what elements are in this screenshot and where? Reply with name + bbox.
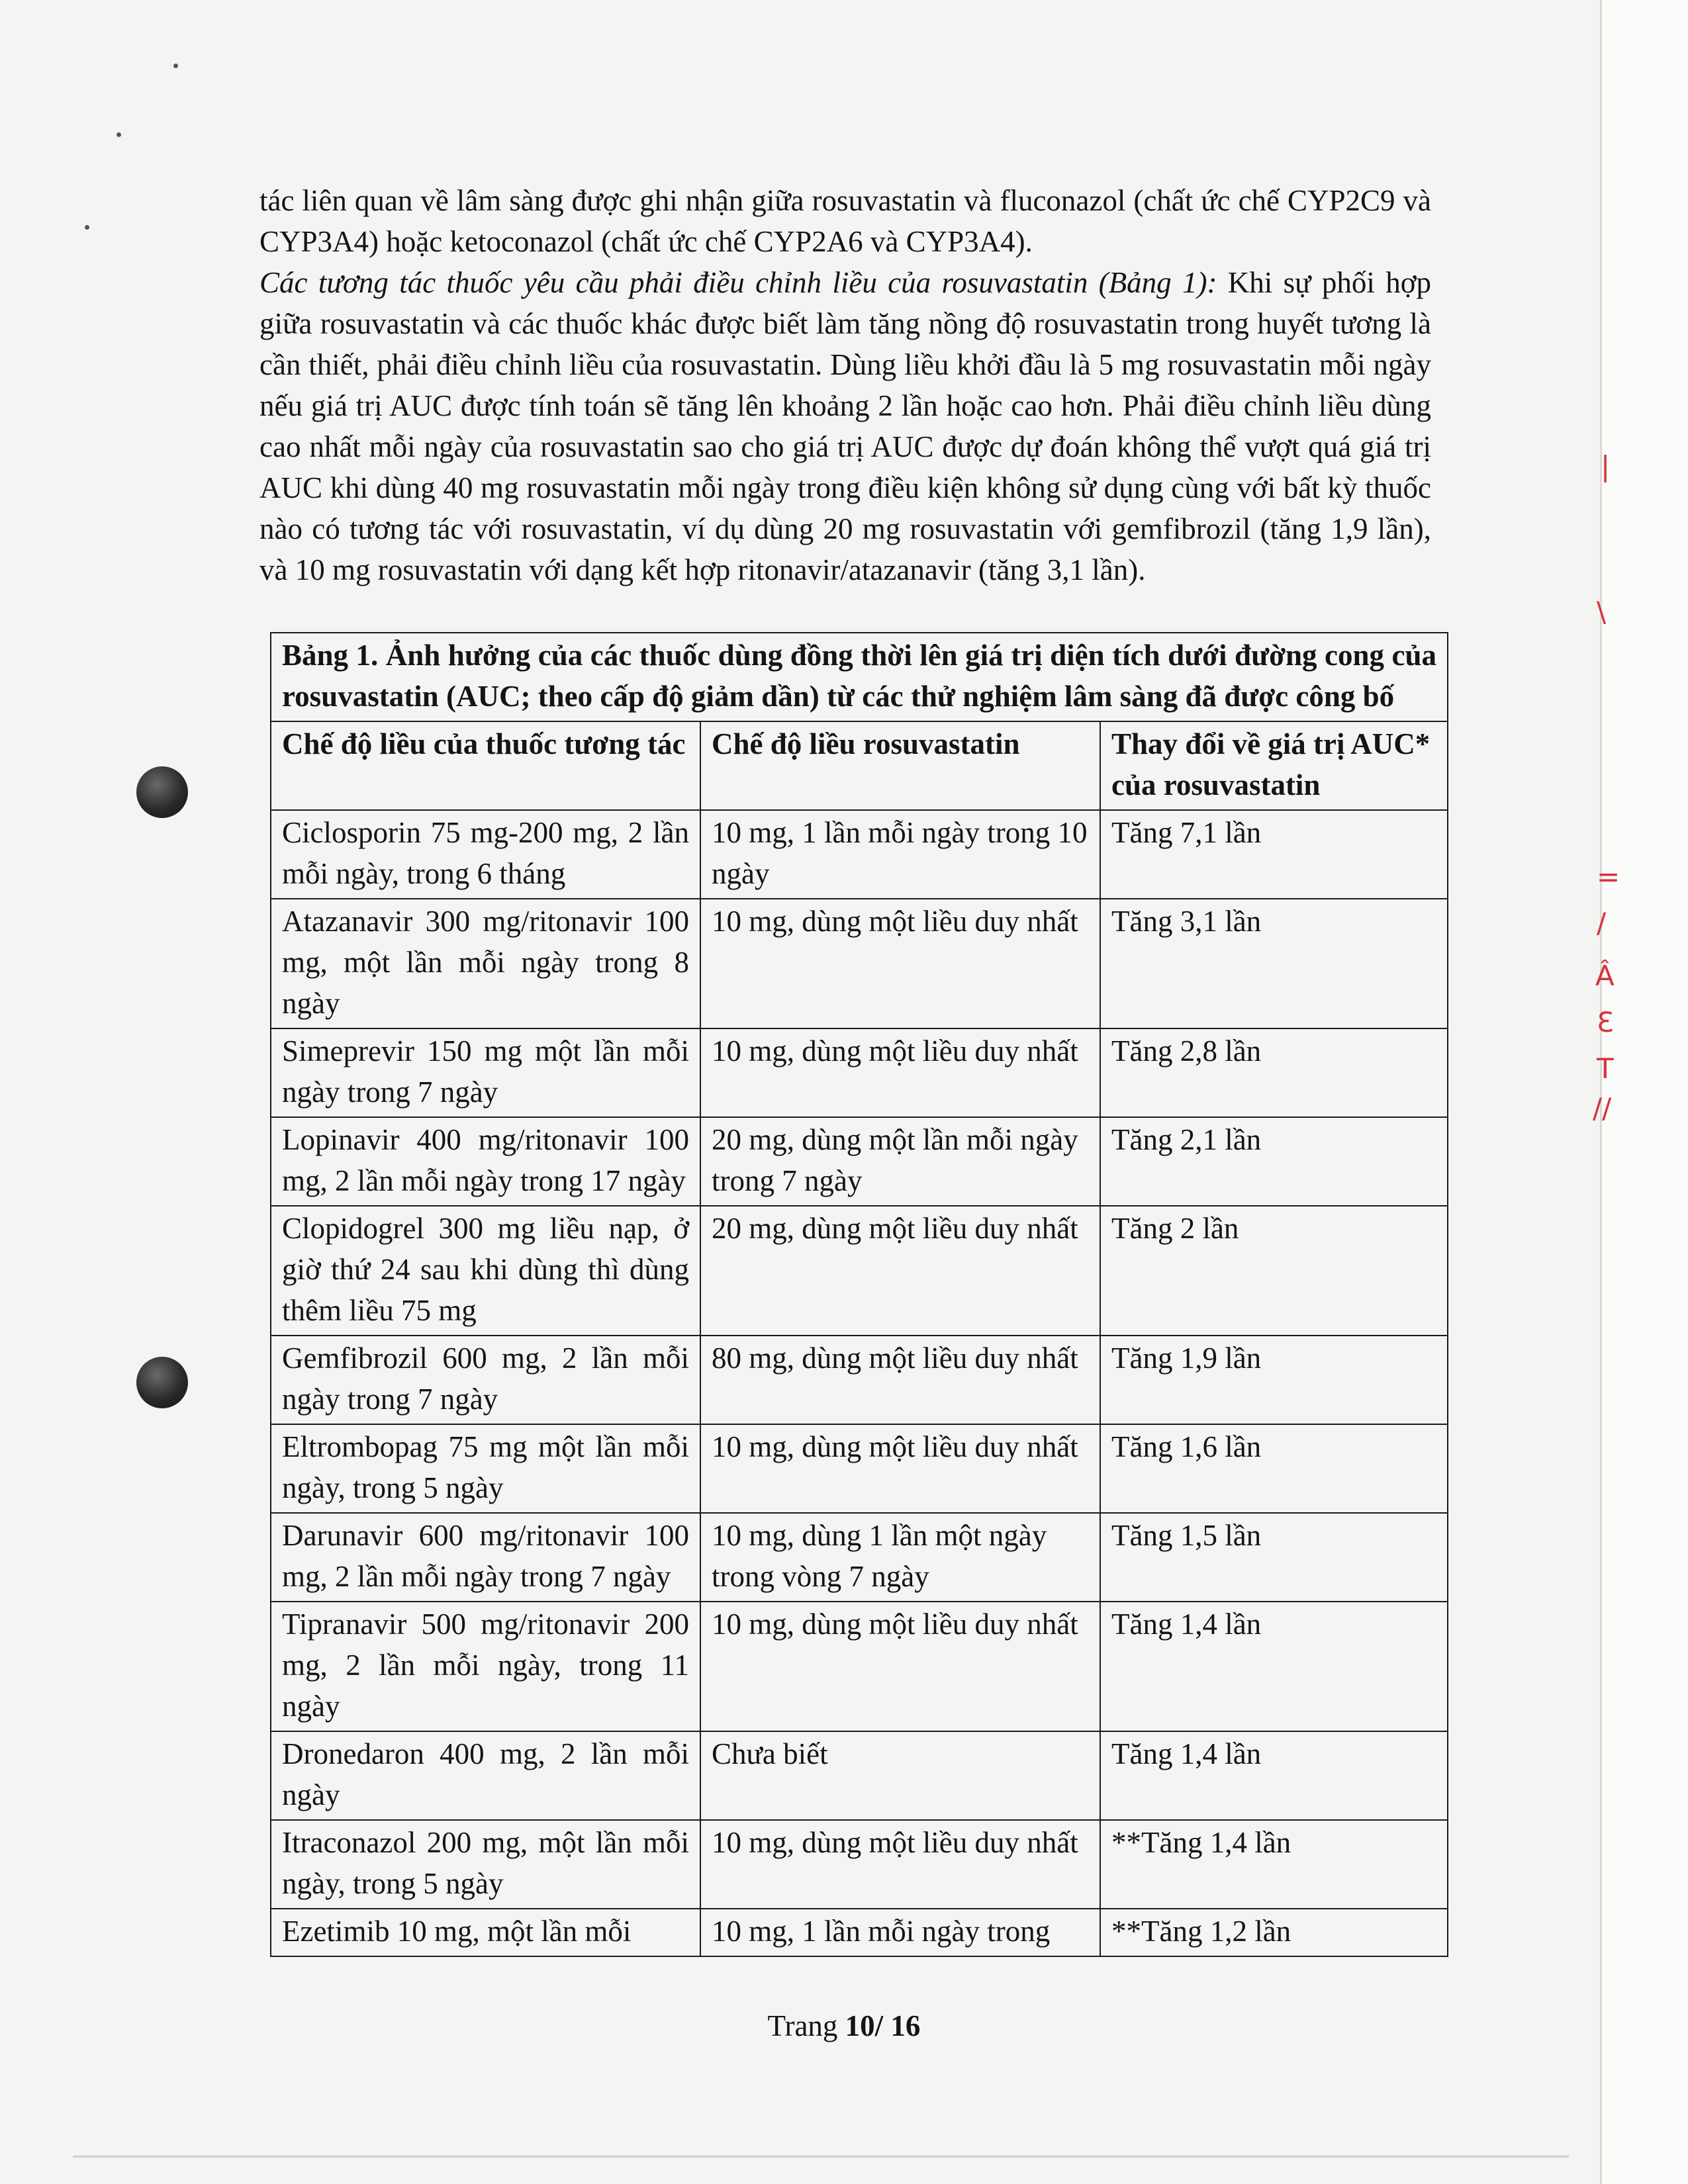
speck	[173, 64, 178, 68]
table-row	[271, 1820, 1448, 1909]
speck	[117, 132, 121, 137]
table-cell: Itraconazol 200 mg, một lần mỗi ngày, trong 5 ngày	[271, 1820, 700, 1909]
table-cell: 80 mg, dùng một liều duy nhất	[700, 1336, 1100, 1424]
margin-mark: //	[1593, 1092, 1612, 1124]
table-cell: 10 mg, dùng một liều duy nhất	[700, 899, 1100, 1028]
table-cell: Simeprevir 150 mg một lần mỗi ngày trong 7 ngày	[271, 1028, 700, 1117]
table-cell: 20 mg, dùng một liều duy nhất	[700, 1206, 1100, 1336]
column-header: Thay đổi về giá trị AUC* của rosuvastatin	[1100, 721, 1448, 810]
table-row	[271, 1117, 1448, 1206]
table-cell: 10 mg, dùng một liều duy nhất	[700, 1602, 1100, 1731]
table-cell: **Tăng 1,4 lần	[1100, 1820, 1448, 1909]
page-edge	[1600, 0, 1688, 2184]
table-cell: Tăng 1,4 lần	[1100, 1731, 1448, 1820]
table-cell: Darunavir 600 mg/ritonavir 100 mg, 2 lần mỗi ngày trong 7 ngày	[271, 1513, 700, 1602]
table-cell: Atazanavir 300 mg/ritonavir 100 mg, một lần mỗi ngày trong 8 ngày	[271, 899, 700, 1028]
table-cell: 10 mg, 1 lần mỗi ngày trong	[700, 1909, 1100, 1956]
table-cell: Clopidogrel 300 mg liều nạp, ở giờ thứ 24 sau khi dùng thì dùng thêm liều 75 mg	[271, 1206, 700, 1336]
margin-mark: Â	[1595, 960, 1615, 992]
speck	[85, 225, 89, 230]
paragraph-2-text: Khi sự phối hợp giữa rosuvastatin và các thuốc khác được biết làm tăng nồng độ rosuvastatin trong huyết tương là cần thiết, phải điều chỉnh liều của rosuvastatin. Dùng liều khởi đầu là 5 mg rosuvastatin mỗi ngày nếu giá trị AUC được tính toán sẽ tăng lên khoảng 2 lần hoặc cao hơn. Phải điều chỉnh liều dùng cao nhất mỗi ngày của rosuvastatin sao cho giá trị AUC được dự đoán không thể vượt quá giá trị AUC khi dùng 40 mg rosuvastatin mỗi ngày trong điều kiện không sử dụng cùng với bất kỳ thuốc nào có tương tác với rosuvastatin, ví dụ dùng 20 mg rosuvastatin với gemfibrozil (tăng 1,9 lần), và 10 mg rosuvastatin với dạng kết hợp ritonavir/atazanavir (tăng 3,1 lần).	[259, 266, 1432, 586]
table-row	[271, 1909, 1448, 1956]
table-row	[271, 1602, 1448, 1731]
table-cell: Tăng 2,8 lần	[1100, 1028, 1448, 1117]
margin-mark: T	[1597, 1052, 1614, 1085]
table-cell: Tăng 1,6 lần	[1100, 1424, 1448, 1513]
paragraph-2	[259, 262, 1431, 590]
table-cell: Lopinavir 400 mg/ritonavir 100 mg, 2 lần mỗi ngày trong 17 ngày	[271, 1117, 700, 1206]
table-cell: **Tăng 1,2 lần	[1100, 1909, 1448, 1956]
table-cell: Gemfibrozil 600 mg, 2 lần mỗi ngày trong 7 ngày	[271, 1336, 700, 1424]
margin-mark: =	[1597, 860, 1620, 893]
column-header: Chế độ liều của thuốc tương tác	[271, 721, 700, 810]
table-cell: Ezetimib 10 mg, một lần mỗi	[271, 1909, 700, 1956]
table-cell: Tăng 2 lần	[1100, 1206, 1448, 1336]
page-footer	[0, 2009, 1688, 2043]
table-cell: Tăng 3,1 lần	[1100, 899, 1448, 1028]
table-cell: Dronedaron 400 mg, 2 lần mỗi ngày	[271, 1731, 700, 1820]
interaction-table	[270, 632, 1448, 1957]
table-cell: Chưa biết	[700, 1731, 1100, 1820]
table-cell: Tăng 1,9 lần	[1100, 1336, 1448, 1424]
table-row	[271, 810, 1448, 899]
margin-mark: \	[1597, 596, 1607, 628]
table-cell: Tăng 7,1 lần	[1100, 810, 1448, 899]
table-cell: Tăng 2,1 lần	[1100, 1117, 1448, 1206]
table-cell: Ciclosporin 75 mg-200 mg, 2 lần mỗi ngày, trong 6 tháng	[271, 810, 700, 899]
margin-mark: |	[1601, 450, 1611, 482]
bottom-edge	[73, 2156, 1569, 2158]
table-caption-row	[271, 633, 1448, 721]
table-cell: Tăng 1,5 lần	[1100, 1513, 1448, 1602]
table-row	[271, 1206, 1448, 1336]
paragraph-2-lead: Các tương tác thuốc yêu cầu phải điều chỉnh liều của rosuvastatin (Bảng 1):	[259, 266, 1217, 299]
table-cell: 10 mg, dùng 1 lần một ngày trong vòng 7 ngày	[700, 1513, 1100, 1602]
table-cell: 10 mg, dùng một liều duy nhất	[700, 1424, 1100, 1513]
page-number: 10/ 16	[845, 2009, 921, 2042]
table-row	[271, 1424, 1448, 1513]
table-caption: Bảng 1. Ảnh hưởng của các thuốc dùng đồng thời lên giá trị diện tích dưới đường cong của rosuvastatin (AUC; theo cấp độ giảm dần) từ các thử nghiệm lâm sàng đã được công bố	[271, 633, 1448, 721]
table-cell: Tipranavir 500 mg/ritonavir 200 mg, 2 lần mỗi ngày, trong 11 ngày	[271, 1602, 700, 1731]
table-cell: 10 mg, dùng một liều duy nhất	[700, 1820, 1100, 1909]
table-cell: 10 mg, dùng một liều duy nhất	[700, 1028, 1100, 1117]
punch-hole-bottom	[136, 1357, 188, 1408]
table-row	[271, 1513, 1448, 1602]
table-cell: 10 mg, 1 lần mỗi ngày trong 10 ngày	[700, 810, 1100, 899]
column-header: Chế độ liều rosuvastatin	[700, 721, 1100, 810]
table-row	[271, 1731, 1448, 1820]
punch-hole-top	[136, 766, 188, 818]
body-text	[259, 180, 1431, 590]
table-row	[271, 899, 1448, 1028]
paragraph-1: tác liên quan về lâm sàng được ghi nhận giữa rosuvastatin và fluconazol (chất ức chế CYP2C9 và CYP3A4) hoặc ketoconazol (chất ức chế CYP2A6 và CYP3A4).	[259, 184, 1431, 258]
table-header-row	[271, 721, 1448, 810]
table-row	[271, 1336, 1448, 1424]
table-cell: 20 mg, dùng một lần mỗi ngày trong 7 ngày	[700, 1117, 1100, 1206]
margin-mark: /	[1597, 907, 1607, 939]
table-row	[271, 1028, 1448, 1117]
table-cell: Eltrombopag 75 mg một lần mỗi ngày, trong 5 ngày	[271, 1424, 700, 1513]
margin-mark: Ɛ	[1597, 1006, 1614, 1038]
footer-prefix: Trang	[767, 2009, 845, 2042]
table-cell: Tăng 1,4 lần	[1100, 1602, 1448, 1731]
